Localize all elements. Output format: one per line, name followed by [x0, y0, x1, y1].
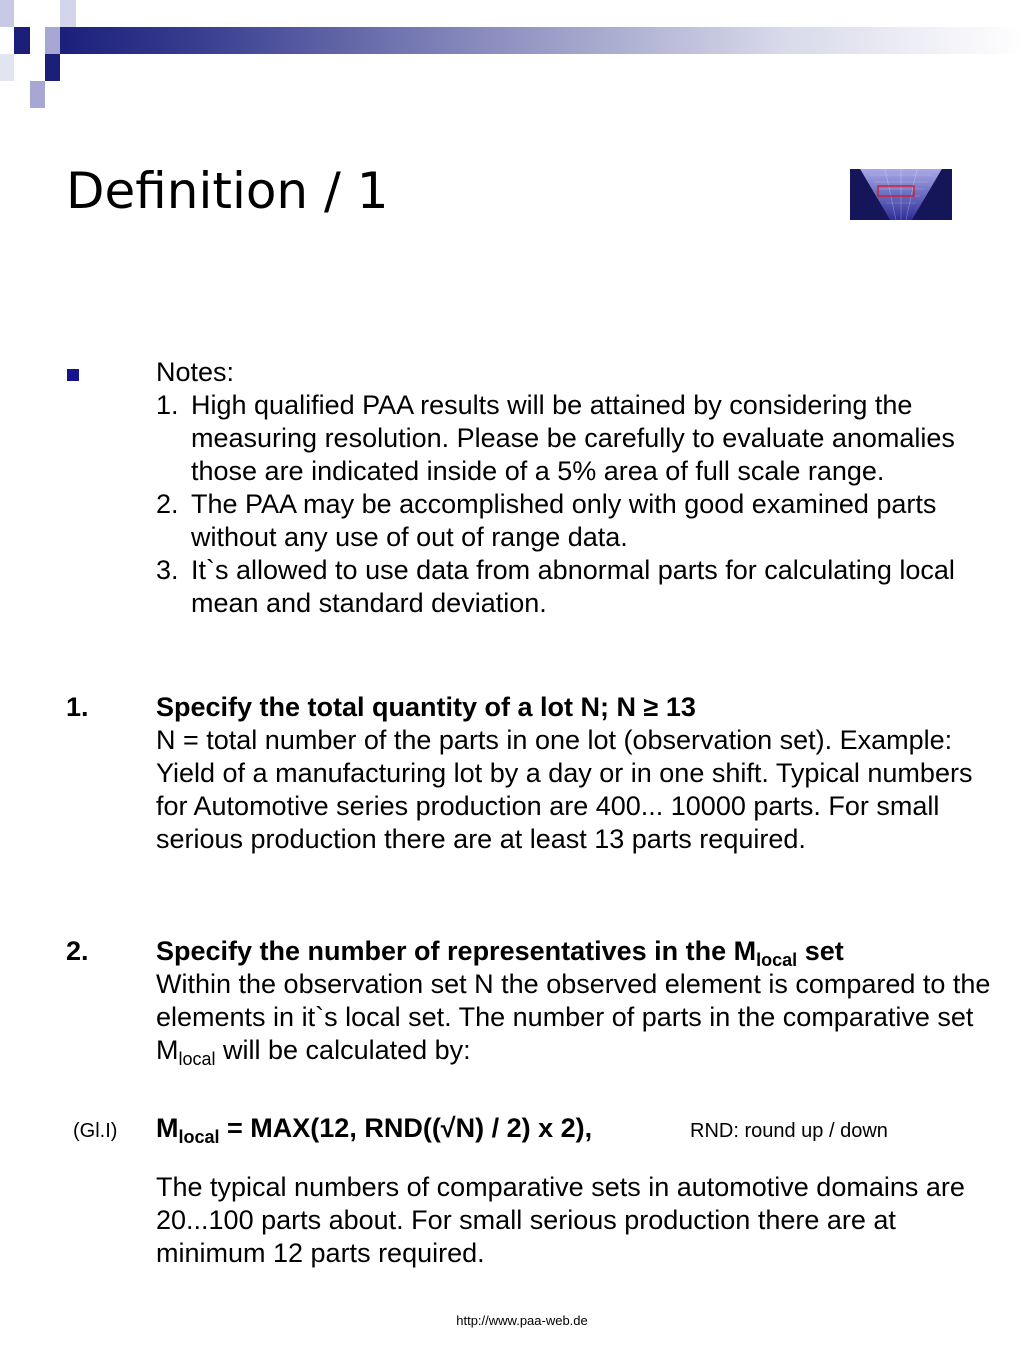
notes-item-text: High qualified PAA results will be attained by considering the measuring resolution. Please be carefully to evaluate anomalies those are indicated inside of a 5% area of full scale range.: [191, 390, 955, 486]
notes-item: [156, 488, 996, 554]
formula-subscript: local: [178, 1127, 220, 1147]
formula-label: (Gl.I): [73, 1120, 118, 1142]
decor-square: [45, 54, 60, 81]
decor-square: [0, 0, 14, 27]
section2-heading-text: Specify the number of representatives in the M: [156, 936, 757, 966]
decor-square: [14, 27, 30, 54]
section2-body-subscript: local: [178, 1049, 216, 1069]
section1-block: [156, 691, 1006, 856]
section2-body-suffix: will be calculated by:: [215, 1035, 471, 1065]
header-decoration: [0, 0, 1024, 110]
closing-paragraph: The typical numbers of comparative sets in automotive domains are 20...100 parts about. For small serious production there are at minimum 12 parts required.: [156, 1172, 965, 1268]
section2-heading-subscript: local: [756, 950, 798, 970]
bullet-square-icon: [67, 369, 79, 381]
section1-body: N = total number of the parts in one lot (observation set). Example: Yield of a manufacturing lot by a day or in one shift. Typical numbers for Automotive series production are 400... 10000 parts. For small serious production there are at least 13 parts required.: [156, 725, 973, 854]
header-gradient-bar: [60, 27, 1024, 54]
section2-block: [156, 935, 1006, 1067]
section2-heading-suffix: set: [797, 936, 844, 966]
decor-square: [0, 54, 14, 81]
decor-square: [60, 0, 76, 27]
notes-item: [156, 389, 996, 488]
notes-item-number: 1.: [156, 390, 179, 420]
notes-list: [156, 389, 996, 620]
notes-heading: Notes:: [156, 357, 235, 387]
formula-symbol: M: [156, 1113, 179, 1143]
formula: [156, 1113, 593, 1147]
footer-url: http://www.paa-web.de: [456, 1313, 588, 1328]
section1-number: 1.: [66, 692, 89, 722]
decor-square: [30, 27, 45, 54]
decor-square: [30, 81, 45, 108]
notes-block: [156, 356, 996, 620]
slide-title: Definition / 1: [66, 162, 389, 220]
section2-body: [156, 968, 1006, 1067]
section1-heading: Specify the total quantity of a lot N; N ≥ 13: [156, 692, 696, 722]
notes-item-number: 3.: [156, 555, 179, 585]
logo-thumbnail-icon: [850, 169, 952, 220]
notes-item-number: 2.: [156, 489, 179, 519]
notes-item: [156, 554, 996, 620]
section2-body-text: Within the observation set N the observed element is compared to the elements in it`s local set. The number of parts in the comparative set M: [156, 969, 991, 1065]
decor-square: [30, 54, 45, 81]
notes-item-text: The PAA may be accomplished only with good examined parts without any use of out of range data.: [191, 489, 937, 552]
section2-heading: [156, 935, 1006, 968]
decor-square: [45, 27, 60, 54]
section2-number: 2.: [66, 936, 89, 966]
formula-note: RND: round up / down: [690, 1120, 888, 1142]
formula-expression: = MAX(12, RND((√N) / 2) x 2),: [219, 1113, 593, 1143]
notes-item-text: It`s allowed to use data from abnormal parts for calculating local mean and standard deviation.: [191, 555, 955, 618]
